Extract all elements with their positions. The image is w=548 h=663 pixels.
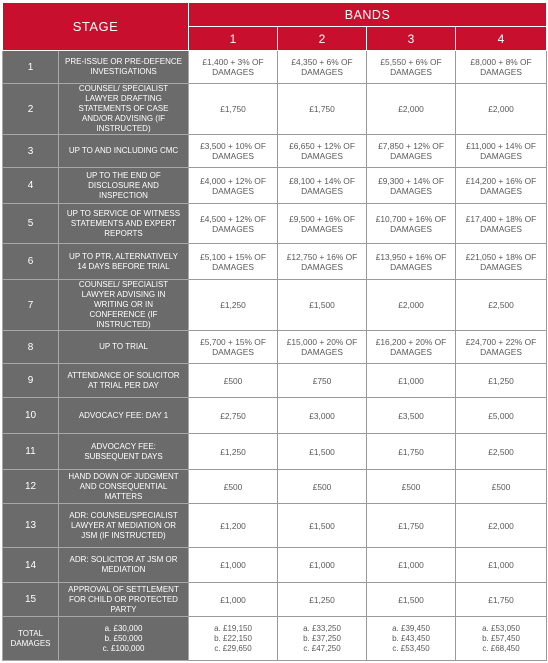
band-cell: £2,750 <box>189 398 278 434</box>
total-band-1 <box>189 617 278 661</box>
band-cell: £9,300 + 14% OF DAMAGES <box>367 168 456 204</box>
bands-header: BANDS <box>189 3 547 27</box>
total-band-2 <box>278 617 367 661</box>
total-c: c. £47,250 <box>303 643 341 653</box>
stage-label: PRE-ISSUE OR PRE-DEFENCE INVESTIGATIONS <box>59 51 189 84</box>
stage-label: ADR: SOLICITOR AT JSM OR MEDIATION <box>59 548 189 583</box>
total-label-line-2: DAMAGES <box>10 638 51 648</box>
band-cell: £1,000 <box>456 548 547 583</box>
fixed-costs-table <box>2 2 547 661</box>
row-number: 9 <box>3 364 59 398</box>
band-cell: £1,750 <box>367 434 456 470</box>
total-damages-values <box>59 617 189 661</box>
stage-label: ADVOCACY FEE: DAY 1 <box>59 398 189 434</box>
total-c: c. £53,450 <box>392 643 430 653</box>
stage-label: APPROVAL OF SETTLEMENT FOR CHILD OR PROTECTED PARTY <box>59 583 189 617</box>
table-row <box>3 168 547 204</box>
stage-label: COUNSEL/ SPECIALIST LAWYER ADVISING IN WRITING OR IN CONFERENCE (IF INSTRUCTED) <box>59 280 189 331</box>
band-cell: £1,000 <box>367 548 456 583</box>
band-cell: £16,200 + 20% OF DAMAGES <box>367 331 456 364</box>
table-row <box>3 583 547 617</box>
stage-label: HAND DOWN OF JUDGMENT AND CONSEQUENTIAL MATTERS <box>59 470 189 504</box>
total-b: b. £57,450 <box>482 633 520 643</box>
band-cell: £500 <box>367 470 456 504</box>
row-number: 12 <box>3 470 59 504</box>
band-cell: £14,200 + 16% OF DAMAGES <box>456 168 547 204</box>
table-row <box>3 434 547 470</box>
total-c: c. £29,650 <box>214 643 252 653</box>
table-row <box>3 364 547 398</box>
band-cell: £5,000 <box>456 398 547 434</box>
band-cell: £5,100 + 15% OF DAMAGES <box>189 244 278 280</box>
table-row <box>3 331 547 364</box>
total-band-3 <box>367 617 456 661</box>
band-cell: £4,500 + 12% OF DAMAGES <box>189 204 278 244</box>
band-cell: £11,000 + 14% OF DAMAGES <box>456 135 547 168</box>
band-cell: £1,250 <box>189 434 278 470</box>
band-cell: £750 <box>278 364 367 398</box>
band-cell: £6,650 + 12% OF DAMAGES <box>278 135 367 168</box>
band-cell: £1,000 <box>367 364 456 398</box>
row-number: 10 <box>3 398 59 434</box>
band-cell: £8,000 + 8% OF DAMAGES <box>456 51 547 84</box>
damages-c: c. £100,000 <box>102 643 145 653</box>
table-row <box>3 51 547 84</box>
band-cell: £1,750 <box>278 84 367 135</box>
stage-label: UP TO AND INCLUDING CMC <box>59 135 189 168</box>
row-number: 5 <box>3 204 59 244</box>
table-row <box>3 280 547 331</box>
band-cell: £1,000 <box>189 583 278 617</box>
stage-label: UP TO PTR, ALTERNATIVELY 14 DAYS BEFORE TRIAL <box>59 244 189 280</box>
band-cell: £7,850 + 12% OF DAMAGES <box>367 135 456 168</box>
row-number: 7 <box>3 280 59 331</box>
total-a: a. £33,250 <box>303 623 341 633</box>
row-number: 11 <box>3 434 59 470</box>
band-cell: £1,250 <box>189 280 278 331</box>
band-3-header: 3 <box>367 27 456 51</box>
band-cell: £21,050 + 18% OF DAMAGES <box>456 244 547 280</box>
band-cell: £1,000 <box>278 548 367 583</box>
band-cell: £3,500 <box>367 398 456 434</box>
band-cell: £1,500 <box>278 504 367 548</box>
band-cell: £1,750 <box>189 84 278 135</box>
row-number: 13 <box>3 504 59 548</box>
stage-label: UP TO SERVICE OF WITNESS STATEMENTS AND EXPERT REPORTS <box>59 204 189 244</box>
row-number: 15 <box>3 583 59 617</box>
band-cell: £500 <box>189 470 278 504</box>
total-a: a. £53,050 <box>482 623 520 633</box>
table-row <box>3 244 547 280</box>
row-number: 2 <box>3 84 59 135</box>
table-row <box>3 504 547 548</box>
row-number: 3 <box>3 135 59 168</box>
band-cell: £15,000 + 20% OF DAMAGES <box>278 331 367 364</box>
table-row <box>3 204 547 244</box>
band-cell: £2,500 <box>456 280 547 331</box>
total-c: c. £68,450 <box>482 643 520 653</box>
band-cell: £1,250 <box>456 364 547 398</box>
damages-b: b. £50,000 <box>104 633 143 643</box>
band-cell: £5,700 + 15% OF DAMAGES <box>189 331 278 364</box>
band-cell: £1,200 <box>189 504 278 548</box>
band-cell: £5,550 + 6% OF DAMAGES <box>367 51 456 84</box>
stage-label: UP TO THE END OF DISCLOSURE AND INSPECTION <box>59 168 189 204</box>
total-b: b. £37,250 <box>303 633 341 643</box>
band-cell: £1,400 + 3% OF DAMAGES <box>189 51 278 84</box>
band-cell: £17,400 + 18% OF DAMAGES <box>456 204 547 244</box>
band-cell: £500 <box>189 364 278 398</box>
totals-row <box>3 617 547 661</box>
stage-header: STAGE <box>3 3 189 51</box>
band-4-header: 4 <box>456 27 547 51</box>
band-cell: £1,000 <box>189 548 278 583</box>
band-cell: £2,500 <box>456 434 547 470</box>
band-cell: £4,000 + 12% OF DAMAGES <box>189 168 278 204</box>
band-cell: £1,750 <box>456 583 547 617</box>
stage-label: UP TO TRIAL <box>59 331 189 364</box>
band-cell: £1,500 <box>278 434 367 470</box>
total-damages-label <box>3 617 59 661</box>
total-a: a. £19,150 <box>214 623 252 633</box>
band-cell: £1,500 <box>278 280 367 331</box>
band-2-header: 2 <box>278 27 367 51</box>
total-label-line-1: TOTAL <box>17 628 44 638</box>
table-row <box>3 398 547 434</box>
band-cell: £24,700 + 22% OF DAMAGES <box>456 331 547 364</box>
band-cell: £3,000 <box>278 398 367 434</box>
band-cell: £500 <box>278 470 367 504</box>
header-row-top <box>3 3 547 27</box>
table-row <box>3 135 547 168</box>
row-number: 4 <box>3 168 59 204</box>
total-b: b. £43,450 <box>392 633 430 643</box>
band-cell: £1,500 <box>367 583 456 617</box>
total-band-4 <box>456 617 547 661</box>
band-cell: £2,000 <box>367 280 456 331</box>
row-number: 1 <box>3 51 59 84</box>
band-cell: £12,750 + 16% OF DAMAGES <box>278 244 367 280</box>
band-cell: £4,350 + 6% OF DAMAGES <box>278 51 367 84</box>
total-b: b. £22,150 <box>214 633 252 643</box>
band-cell: £1,250 <box>278 583 367 617</box>
row-number: 6 <box>3 244 59 280</box>
band-cell: £9,500 + 16% OF DAMAGES <box>278 204 367 244</box>
table-row <box>3 548 547 583</box>
band-cell: £2,000 <box>456 84 547 135</box>
stage-label: ADVOCACY FEE: SUBSEQUENT DAYS <box>59 434 189 470</box>
table-row <box>3 470 547 504</box>
stage-label: ADR: COUNSEL/SPECIALIST LAWYER AT MEDIATION OR JSM (IF INSTRUCTED) <box>59 504 189 548</box>
table-row <box>3 84 547 135</box>
damages-a: a. £30,000 <box>104 623 143 633</box>
stage-label: COUNSEL/ SPECIALIST LAWYER DRAFTING STATEMENTS OF CASE AND/OR ADVISING (IF INSTRUCTED) <box>59 84 189 135</box>
band-cell: £10,700 + 16% OF DAMAGES <box>367 204 456 244</box>
band-cell: £8,100 + 14% OF DAMAGES <box>278 168 367 204</box>
band-cell: £13,950 + 16% OF DAMAGES <box>367 244 456 280</box>
row-number: 14 <box>3 548 59 583</box>
band-cell: £1,750 <box>367 504 456 548</box>
total-a: a. £39,450 <box>392 623 430 633</box>
stage-label: ATTENDANCE OF SOLICITOR AT TRIAL PER DAY <box>59 364 189 398</box>
band-1-header: 1 <box>189 27 278 51</box>
band-cell: £500 <box>456 470 547 504</box>
band-cell: £2,000 <box>456 504 547 548</box>
band-cell: £2,000 <box>367 84 456 135</box>
row-number: 8 <box>3 331 59 364</box>
band-cell: £3,500 + 10% OF DAMAGES <box>189 135 278 168</box>
